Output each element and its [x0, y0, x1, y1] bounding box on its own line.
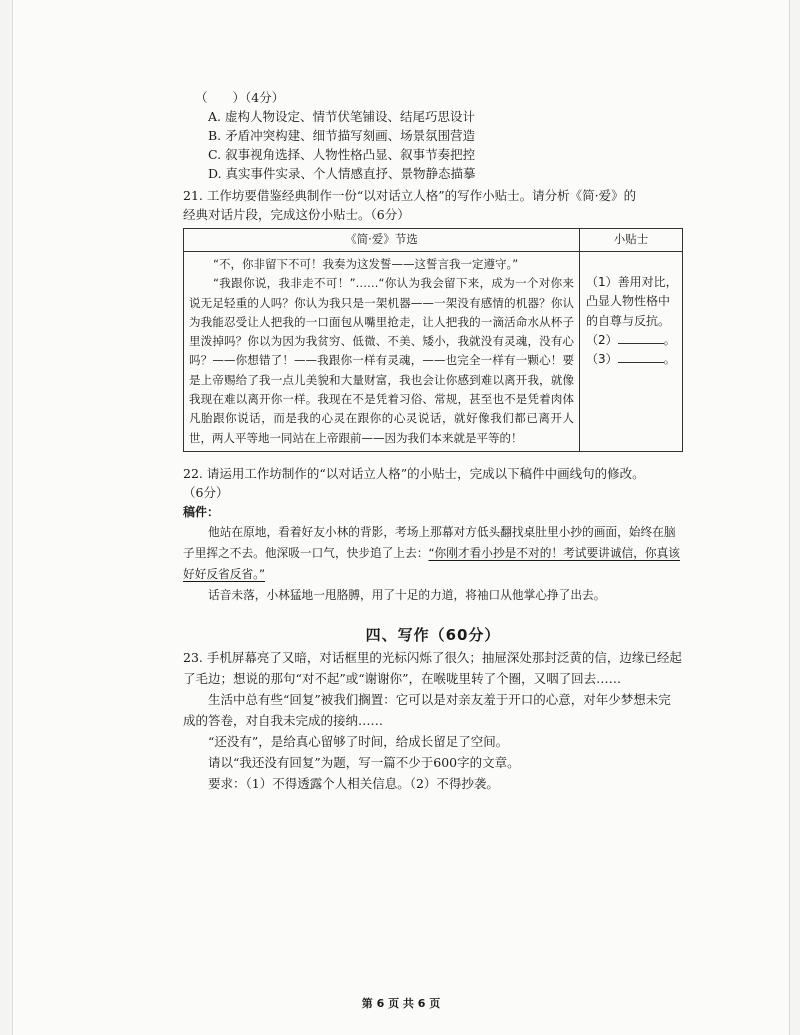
question-23 — [183, 647, 683, 794]
q20-option-b: B. 矛盾冲突构建、细节描写刻画、场景氛围营造 — [208, 128, 476, 143]
excerpt-paragraph-1: “不，你非留下不可！我奏为这发誓——这誓言我一定遵守。” — [213, 257, 519, 271]
q21-line-2: 经典对话片段，完成这份小贴士。（6分） — [183, 207, 410, 222]
draft-body — [183, 522, 683, 606]
q23-paragraph-5: 要求：（1）不得透露个人相关信息。（2）不得抄袭。 — [208, 775, 499, 791]
q20-option-a: A. 虚构人物设定、情节伏笔铺设、结尾巧思设计 — [208, 109, 475, 124]
q23-paragraph-3: “还没有”，是给真心留够了时间，给成长留足了空间。 — [208, 733, 509, 749]
excerpt-header: 《简·爱》节选 — [184, 229, 580, 252]
q22-line-2: （6分） — [183, 484, 229, 500]
tips-header: 小贴士 — [580, 229, 683, 252]
question-22 — [183, 464, 683, 606]
q22-line-1: 22. 请运用工作坊制作的“以对话立人格”的小贴士，完成以下稿件中画线句的修改。 — [183, 465, 645, 481]
draft-paragraph-1 — [183, 522, 683, 585]
draft-underlined-sentence: “你刚才看小抄是不对的！考试要讲诚信，你真该好好反省反省。” — [183, 545, 680, 581]
tip-3-blank[interactable] — [618, 350, 664, 363]
draft-paragraph-2: 话音未落，小林猛地一甩胳膊，用了十足的力道，将袖口从他掌心挣了出去。 — [208, 587, 606, 602]
jane-eyre-table — [183, 228, 683, 452]
tip-1: （1）善用对比，凸显人物性格中的自尊与反抗。 — [586, 275, 678, 328]
section-title-writing: 四、写作（60分） — [365, 625, 501, 644]
q20-option-c: C. 叙事视角选择、人物性格凸显、叙事节奏把控 — [208, 147, 476, 162]
q21-line-1: 21. 工作坊要借鉴经典制作一份“以对话立人格”的写作小贴士。请分析《简·爱》的 — [183, 188, 637, 203]
tip-2-label: （2） — [586, 332, 618, 347]
excerpt-cell — [184, 252, 580, 452]
q23-paragraph-1: 23. 手机屏幕亮了又暗，对话框里的光标闪烁了很久；抽屉深处那封泛黄的信，边缘已经起了毛边；想说的那句“对不起”或“谢谢你”，在喉咙里转了个圈，又咽了回去…… — [183, 649, 682, 686]
tip-2-end: 。 — [663, 332, 676, 347]
page-footer: 第 6 页 共 6 页 — [361, 997, 441, 1010]
page-content — [183, 88, 683, 794]
q20-prompt: （ ）（4分） — [195, 90, 285, 105]
tip-3-end: 。 — [663, 352, 676, 367]
question-21 — [183, 186, 683, 452]
excerpt-paragraph-2: “我跟你说，我非走不可！”……“你认为我会留下来，成为一个对你来说无足轻重的人吗？你认为我只是一架机器——一架没有感情的机器？你认为我能忍受让人把我的一口面包从嘴里抢走，让人把我的一滴活命水从杯子里泼掉吗？你以为因为我贫穷、低微、不美、矮小，我就没有灵魂，没有心吗？——你想错了！——我跟你一样有灵魂，——也完全一样有一颗心！要是上帝赐给了我一点儿美貌和大量财富，我也会让你感到难以离开我，就像我现在难以离开你一样。我现在不是凭着习俗、常规，甚至也不是凭着肉体凡胎跟你说话，而是我的心灵在跟你的心灵说话，就好像我们都已离开人世，两人平等地一同站在上帝跟前——因为我们本来就是平等的！ — [189, 276, 574, 445]
tip-3-label: （3） — [586, 352, 618, 367]
q20-option-d: D. 真实事件实录、个人情感直抒、景物静态描摹 — [208, 166, 476, 181]
q23-paragraph-4: 请以“我还没有回复”为题，写一篇不少于600字的文章。 — [208, 754, 520, 770]
draft-label: 稿件： — [183, 504, 220, 519]
tip-3-row — [586, 350, 678, 369]
tips-cell — [580, 252, 683, 452]
draft-text: 他站在原地，看着好友小林的背影，考场上那幕对方低头翻找桌肚里小抄的画面，始终在脑子里挥之不去。他深吸一口气，快步追了上去： — [183, 524, 676, 560]
q23-paragraph-2: 生活中总有些“回复”被我们搁置：它可以是对亲友羞于开口的心意，对年少梦想未完成的答卷，对自我未完成的接纳…… — [183, 691, 671, 728]
tip-2-blank[interactable] — [618, 331, 664, 344]
tip-2-row — [586, 331, 678, 350]
exam-page — [12, 0, 790, 1035]
